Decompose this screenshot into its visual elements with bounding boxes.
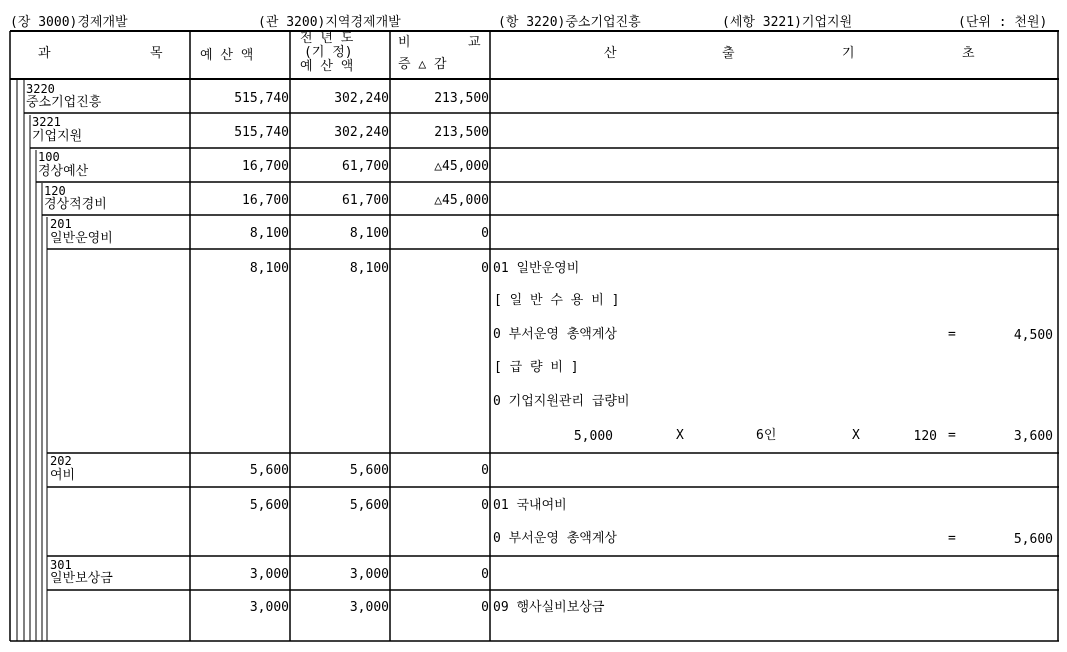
- row-prev: 8,100: [349, 261, 389, 276]
- row-budget: 3,000: [249, 567, 289, 582]
- header-jang: (장 3000)경제개발: [10, 15, 128, 30]
- col-cmp-2: 증 △ 감: [398, 57, 447, 72]
- row-code: 202: [50, 454, 72, 468]
- row-code: 301: [50, 558, 72, 572]
- row-budget: 515,740: [234, 125, 289, 140]
- row-prev: 3,000: [349, 600, 389, 615]
- basis-title: 01 일반운영비: [493, 261, 580, 276]
- row-diff: 213,500: [434, 91, 489, 106]
- row-code: 201: [50, 217, 72, 231]
- basis-title: 09 행사실비보상금: [493, 600, 605, 615]
- row-diff: 0: [481, 498, 489, 513]
- row-name: 중소기업진흥: [26, 95, 102, 110]
- header-gwan: (관 3200)지역경제개발: [258, 15, 401, 30]
- row-code: 3220: [26, 82, 55, 96]
- row-diff: 0: [481, 567, 489, 582]
- header-hang: (항 3220)중소기업진흥: [498, 15, 641, 30]
- row-prev: 3,000: [349, 567, 389, 582]
- col-prev-2: (기 정): [304, 45, 353, 60]
- basis-calc-unit: 5,000: [573, 429, 613, 444]
- row-budget: 8,100: [249, 226, 289, 241]
- row-diff: 0: [481, 600, 489, 615]
- row-budget: 3,000: [249, 600, 289, 615]
- col-basis-4: 초: [962, 46, 975, 61]
- header-sehang: (세항 3221)기업지원: [722, 15, 853, 30]
- row-prev: 8,100: [349, 226, 389, 241]
- row-diff: △45,000: [434, 159, 489, 174]
- row-diff: 0: [481, 261, 489, 276]
- row-prev: 61,700: [342, 159, 389, 174]
- row-code: 120: [44, 184, 66, 198]
- basis-item: 0 기업지원관리 급량비: [493, 394, 630, 409]
- basis-equals: =: [948, 531, 956, 546]
- basis-equals: =: [948, 428, 956, 443]
- basis-calc-times: X: [676, 428, 684, 443]
- col-basis-2: 출: [722, 46, 735, 61]
- col-prev-3: 예 산 액: [300, 59, 354, 74]
- row-prev: 5,600: [349, 463, 389, 478]
- row-name: 경상적경비: [44, 197, 107, 212]
- basis-subheading: [ 일 반 수 용 비 ]: [494, 293, 620, 308]
- basis-title: 01 국내여비: [493, 498, 567, 513]
- col-cmp-1b: 교: [468, 35, 481, 50]
- row-code: 3221: [32, 115, 61, 129]
- row-budget: 515,740: [234, 91, 289, 106]
- row-budget: 5,600: [249, 498, 289, 513]
- basis-calc-times: X: [852, 428, 860, 443]
- row-code: 100: [38, 150, 60, 164]
- basis-equals: =: [948, 327, 956, 342]
- col-basis-1: 산: [604, 46, 617, 61]
- basis-amount: 5,600: [1013, 532, 1053, 547]
- row-prev: 302,240: [334, 91, 389, 106]
- row-name: 기업지원: [32, 129, 83, 144]
- col-gwamok-b: 목: [150, 46, 163, 61]
- row-diff: 213,500: [434, 125, 489, 140]
- row-name: 여비: [50, 468, 76, 483]
- col-cmp-1a: 비: [398, 35, 411, 50]
- row-name: 일반운영비: [50, 231, 113, 246]
- basis-subheading: [ 급 량 비 ]: [494, 360, 579, 375]
- row-budget: 16,700: [242, 193, 289, 208]
- col-budget: 예 산 액: [200, 48, 254, 63]
- basis-amount: 3,600: [1013, 429, 1053, 444]
- basis-calc-count: 120: [913, 429, 937, 444]
- basis-item: 0 부서운영 총액계상: [493, 531, 617, 546]
- row-budget: 5,600: [249, 463, 289, 478]
- basis-amount: 4,500: [1013, 328, 1053, 343]
- col-prev-1: 전 년 도: [300, 31, 354, 46]
- col-gwamok-a: 과: [38, 46, 51, 61]
- row-diff: 0: [481, 463, 489, 478]
- col-basis-3: 기: [842, 46, 855, 61]
- row-budget: 8,100: [249, 261, 289, 276]
- row-name: 경상예산: [38, 164, 89, 179]
- basis-item: 0 부서운영 총액계상: [493, 327, 617, 342]
- header-unit: (단위 : 천원): [958, 15, 1048, 30]
- row-budget: 16,700: [242, 159, 289, 174]
- row-prev: 302,240: [334, 125, 389, 140]
- row-prev: 61,700: [342, 193, 389, 208]
- row-prev: 5,600: [349, 498, 389, 513]
- basis-calc-persons: 6인: [756, 428, 777, 443]
- row-name: 일반보상금: [50, 571, 113, 586]
- row-diff: 0: [481, 226, 489, 241]
- row-diff: △45,000: [434, 193, 489, 208]
